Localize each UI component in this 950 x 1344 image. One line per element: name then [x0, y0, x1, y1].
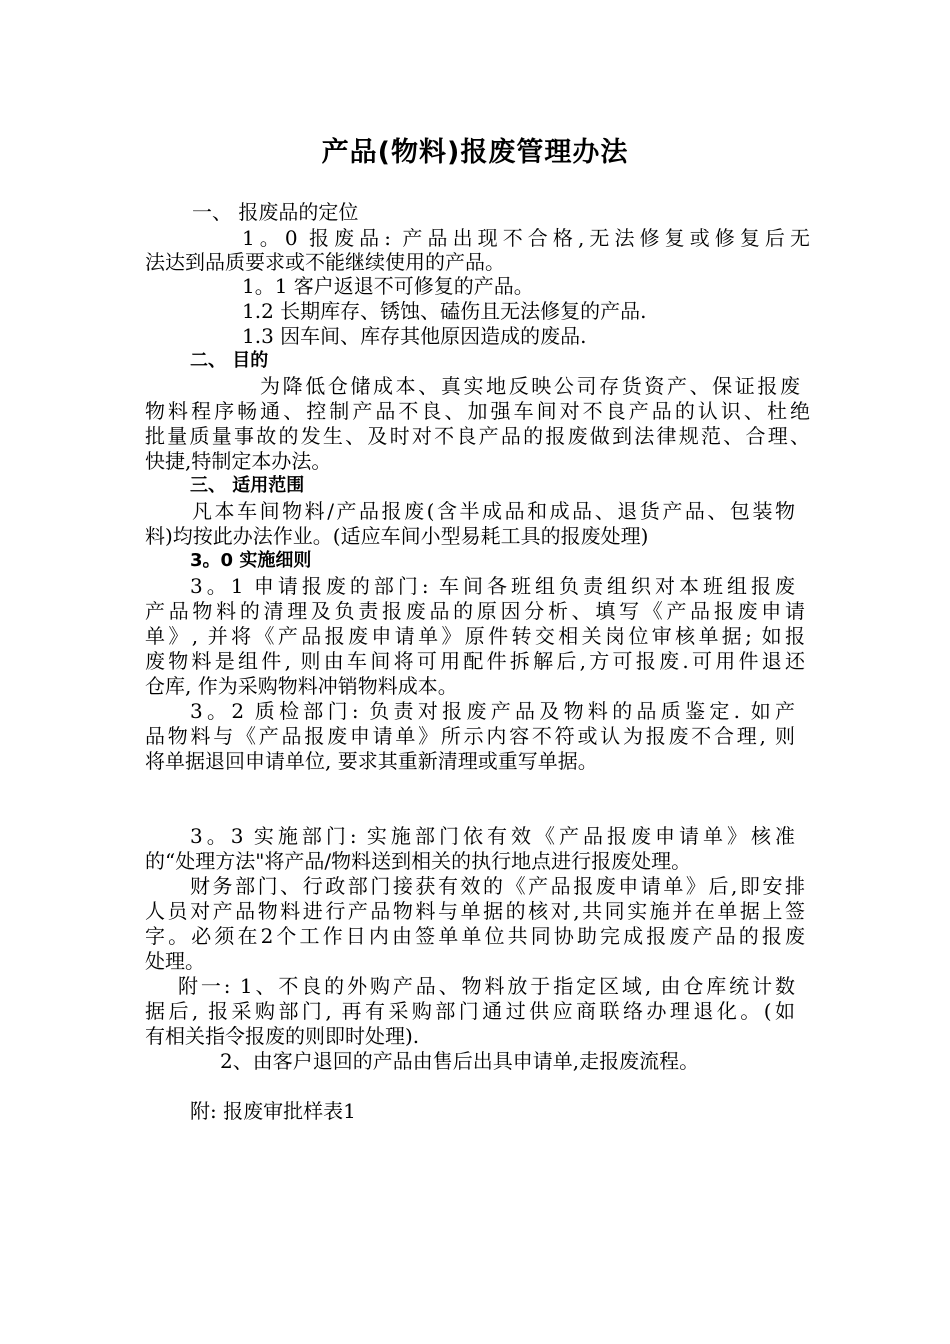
paragraph-line: 单》, 并将《产品报废申请单》原件转交相关岗位审核单据; 如报 [145, 624, 805, 648]
paragraph-line: 快捷,特制定本办法。 [145, 449, 332, 473]
paragraph-line: 法达到品质要求或不能继续使用的产品。 [145, 250, 505, 274]
paragraph-line: 3。3 实施部门: 实施部门依有效《产品报废申请单》核准 [190, 824, 795, 848]
paragraph-line: 仓库, 作为采购物料冲销物料成本。 [145, 674, 458, 698]
paragraph-line: 物料程序畅通、控制产品不良、加强车间对不良产品的认识、杜绝 [145, 399, 810, 423]
paragraph-line: 废物料是组件, 则由车间将可用配件拆解后,方可报废.可用件退还 [145, 649, 805, 673]
section-3-heading: 三、 适用范围 [190, 475, 305, 496]
paragraph-line: 3。1 申请报废的部门: 车间各班组负责组织对本班组报废 [190, 574, 795, 598]
paragraph-line: 附一: 1、不良的外购产品、物料放于指定区域, 由仓库统计数 [178, 974, 795, 998]
paragraph-line: 料)均按此办法作业。(适应车间小型易耗工具的报废处理) [145, 524, 649, 548]
paragraph-line: 有相关指令报废的则即时处理). [145, 1024, 420, 1048]
paragraph-line: 品物料与《产品报废申请单》所示内容不符或认为报废不合理, 则 [145, 724, 795, 748]
paragraph-line: 产品物料的清理及负责报废品的原因分析、填写《产品报废申请 [145, 599, 805, 623]
paragraph-line: 1。1 客户返退不可修复的产品。 [242, 274, 534, 298]
section-2-heading: 二、 目的 [190, 350, 269, 371]
paragraph-line: 人员对产品物料进行产品物料与单据的核对,共同实施并在单据上签 [145, 899, 805, 923]
paragraph-line: 1.3 因车间、库存其他原因造成的废品. [242, 324, 587, 348]
section-1-heading: 一、 报废品的定位 [192, 200, 359, 224]
paragraph-line: 字。必须在2个工作日内由签单单位共同协助完成报废产品的报废 [145, 924, 805, 948]
paragraph-line: 处理。 [145, 949, 205, 973]
paragraph-line: 为降低仓储成本、真实地反映公司存货资产、保证报废 [260, 374, 800, 398]
paragraph-line: 3。2 质检部门: 负责对报废产品及物料的品质鉴定. 如产 [190, 699, 795, 723]
paragraph-line: 2、由客户退回的产品由售后出具申请单,走报废流程。 [220, 1049, 700, 1073]
paragraph-line: 财务部门、行政部门接获有效的《产品报废申请单》后,即安排 [190, 874, 805, 898]
paragraph-line: 凡本车间物料/产品报废(含半成品和成品、退货产品、包装物 [192, 499, 795, 523]
page-title: 产品(物料)报废管理办法 [321, 137, 629, 168]
appendix-note: 附: 报废审批样表1 [190, 1099, 356, 1123]
paragraph-line: 据后, 报采购部门, 再有采购部门通过供应商联络办理退化。(如 [145, 999, 795, 1023]
paragraph-line: 的“处理方法"将产品/物料送到相关的执行地点进行报废处理。 [145, 849, 692, 873]
section-4-heading: 3。0 实施细则 [190, 550, 312, 571]
paragraph-line: 批量质量事故的发生、及时对不良产品的报废做到法律规范、合理、 [145, 424, 810, 448]
paragraph-line: 将单据退回申请单位, 要求其重新清理或重写单据。 [145, 749, 598, 773]
paragraph-line: 1。0 报废品: 产品出现不合格,无法修复或修复后无 [242, 226, 810, 250]
paragraph-line: 1.2 长期库存、锈蚀、磕伤且无法修复的产品. [242, 299, 647, 323]
